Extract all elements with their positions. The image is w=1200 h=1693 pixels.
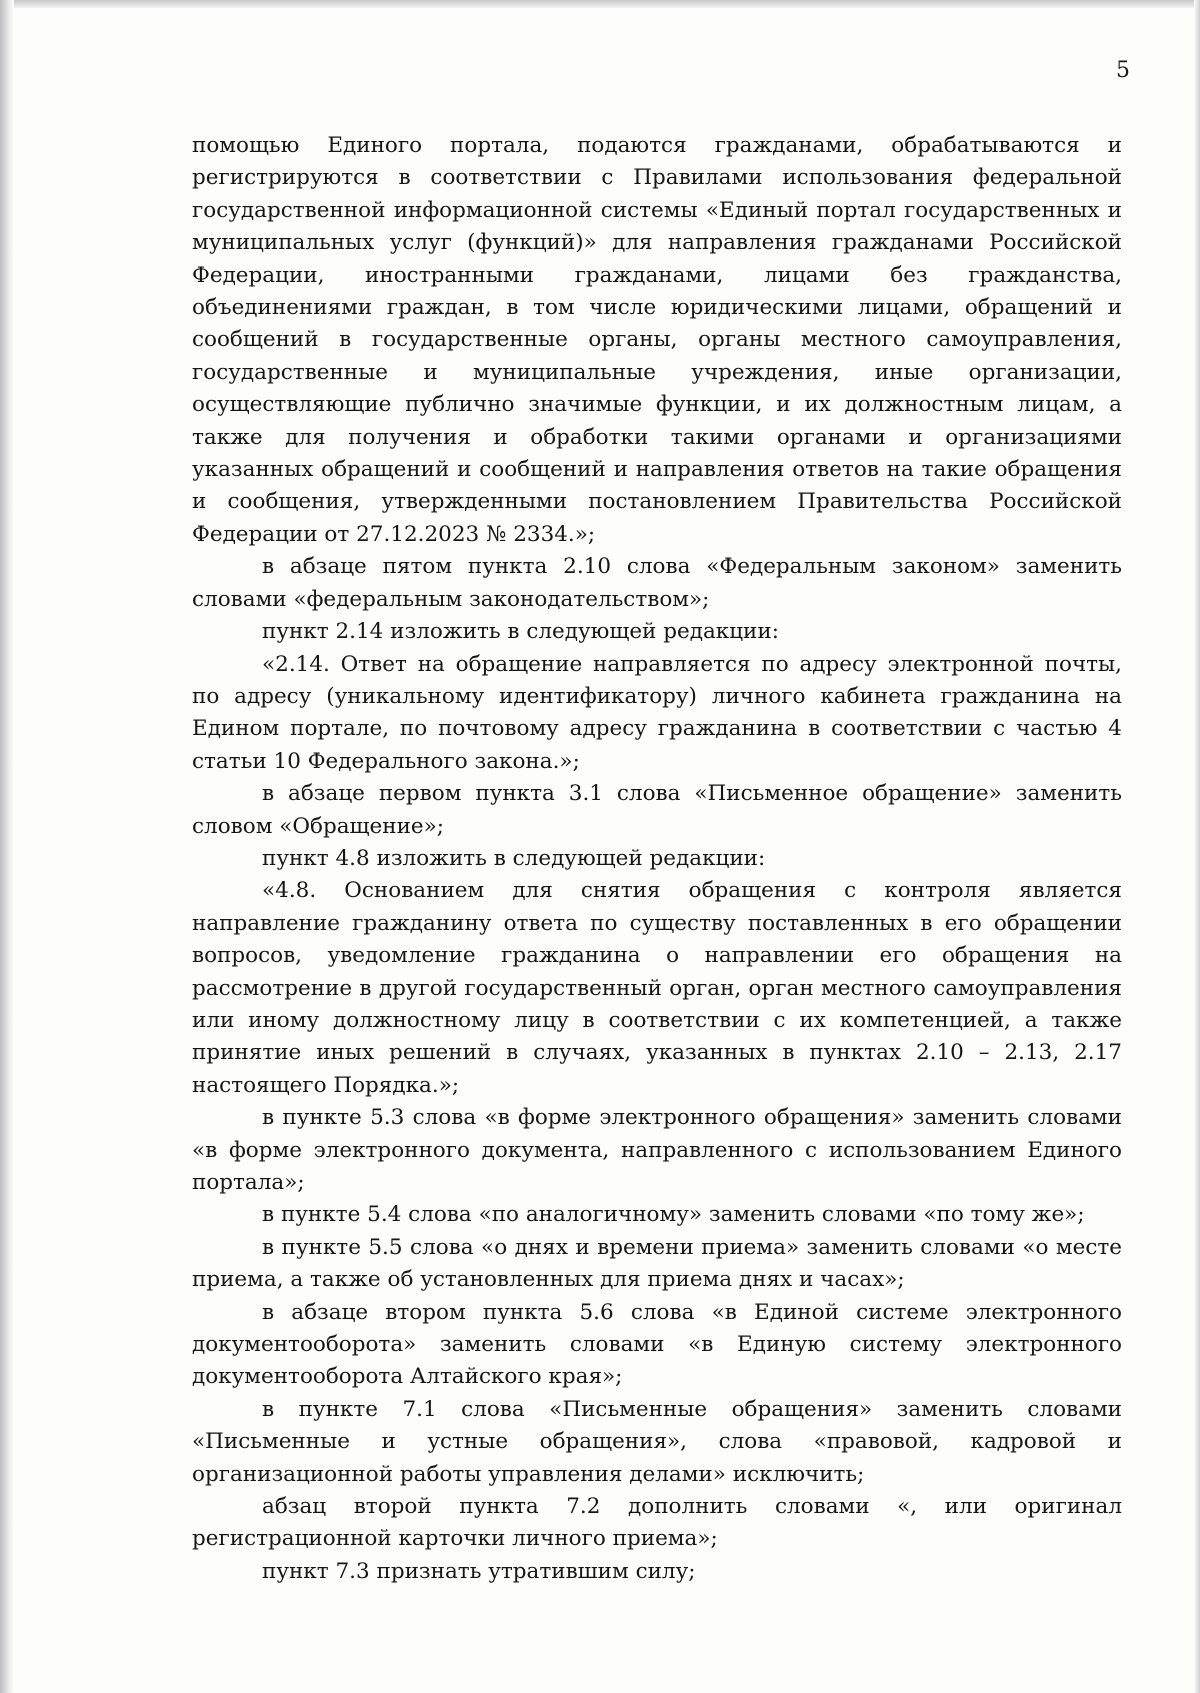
paragraph: «2.14. Ответ на обращение направляется по адресу электронной почты, по адресу (уникальному идентификатору) личного кабинета гражданина на Едином портале, по почтовому адресу гражданина в соответствии с частью 4 статьи 10 Федерального закона.»; [192, 651, 1122, 774]
paragraph: пункт 4.8 изложить в следующей редакции: [262, 845, 766, 871]
paragraph: «4.8. Основанием для снятия обращения с контроля является направление гражданину ответа по существу поставленных в его обращении вопросов, уведомление гражданина о направлении его обращения на рассмотрение в другой государственный орган, орган местного самоуправления или иному должностному лицу в соответствии с их компетенцией, а также принятие иных решений в случаях, указанных в пунктах 2.10 – 2.13, 2.17 настоящего Порядка.»; [192, 878, 1122, 1098]
paragraph: абзац второй пункта 7.2 дополнить словами «, или оригинал регистрационной карточки личного приема»; [192, 1494, 1122, 1552]
paragraph: пункт 7.3 признать утратившим силу; [262, 1558, 696, 1584]
document-body [192, 130, 1122, 1588]
paragraph: в абзаце пятом пункта 2.10 слова «Федеральным законом» заменить словами «федеральным законодательством»; [192, 554, 1122, 612]
paragraph: в пункте 5.3 слова «в форме электронного обращения» заменить словами «в форме электронного документа, направленного с использованием Единого портала»; [192, 1105, 1122, 1195]
paragraph: в абзаце втором пункта 5.6 слова «в Единой системе электронного документооборота» заменить словами «в Единую систему электронного документооборота Алтайского края»; [192, 1299, 1122, 1390]
paragraph: в пункте 5.4 слова «по аналогичному» заменить словами «по тому же»; [262, 1202, 1085, 1228]
scan-edge-left [0, 0, 14, 1693]
paragraph: в пункте 5.5 слова «о днях и времени приема» заменить словами «о месте приема, а также об установленных для приема днях и часах»; [192, 1234, 1122, 1293]
paragraph: пункт 2.14 изложить в следующей редакции: [262, 619, 779, 645]
paragraph: в пункте 7.1 слова «Письменные обращения» заменить словами «Письменные и устные обращения», слова «правовой, кадровой и организационной работы управления делами» исключить; [192, 1396, 1122, 1487]
scan-edge-right [1194, 0, 1200, 1693]
paragraph: помощью Единого портала, подаются гражданами, обрабатываются и регистрируются в соответствии с Правилами использования федеральной государственной информационной системы «Единый портал государственных и муниципальных услуг (функций)» для направления гражданами Российской Федерации, иностранными гражданами, лицами без гражданства, объединениями граждан, в том числе юридическими лицами, обращений и сообщений в государственные органы, органы местного самоуправления, государственные и муниципальные учреждения, иные организации, осуществляющие публично значимые функции, и их должностным лицам, а также для получения и обработки такими органами и организациями указанных обращений и сообщений и направления ответов на такие обращения и сообщения, утвержденными постановлением Правительства Российской Федерации от 27.12.2023 № 2334.»; [192, 133, 1122, 547]
scan-edge-top [0, 0, 1200, 8]
page-number: 5 [1116, 58, 1130, 83]
paragraph: в абзаце первом пункта 3.1 слова «Письменное обращение» заменить словом «Обращение»; [192, 781, 1122, 839]
